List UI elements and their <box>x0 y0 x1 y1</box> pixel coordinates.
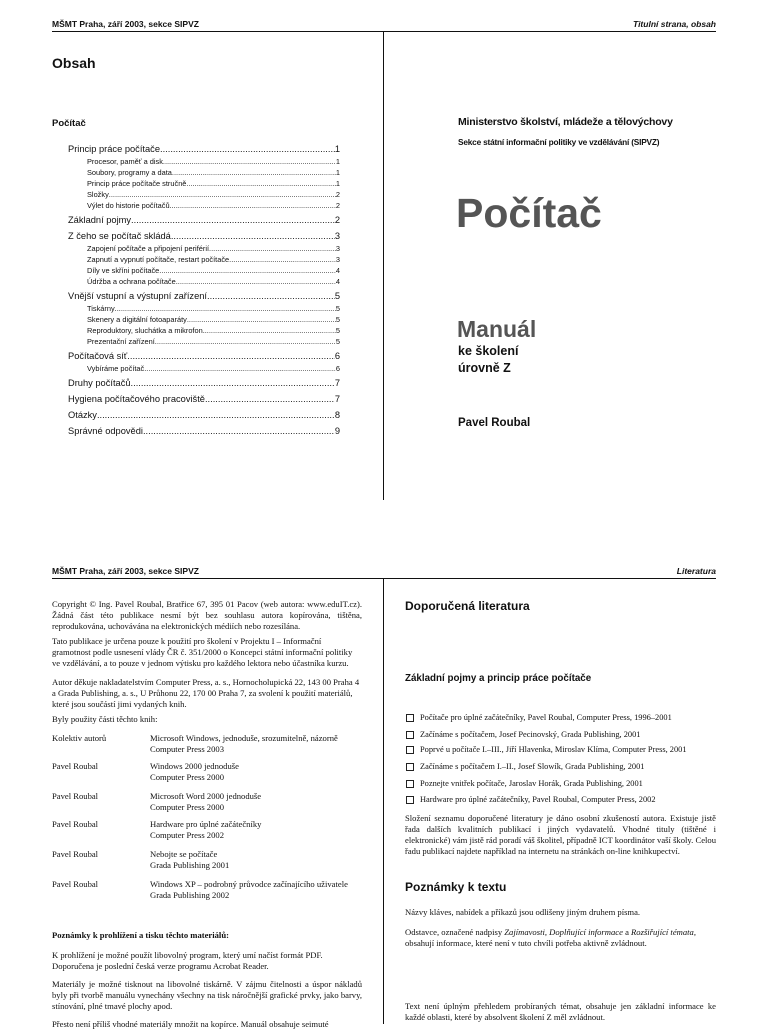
toc-title: Složky <box>87 190 109 199</box>
toc-subentry <box>68 337 340 348</box>
toc-page-number: 5 <box>334 291 340 301</box>
toc-title: Výlet do historie počítačů <box>87 201 170 210</box>
book-author: Pavel Roubal <box>52 761 99 771</box>
literature-note: Složení seznamu doporučené literatury je dáno osobní zkušeností autora. Existuje jistě řada dalších kvalitních publikací i jiných vydavatelů. Vhodné tituly (tištěné i elektronické) vám jistě rád poradí váš školitel, případně ICT koordinátor vaší školy. Celou řadu publikací najdete například na internetu na stránkách on-line knihkupectví. <box>405 813 716 856</box>
notes-paragraph-2: Materiály je možné tisknout na libovolné tiskárně. V zájmu čitelnosti a úspor nákladů byly při tvorbě manuálu vynechány všechny na tisk náročnější grafické prvky, jako barvy, stínování, plné tmavé plochy apod. <box>52 979 362 1011</box>
literature-item <box>406 745 687 754</box>
toc-leader <box>115 304 336 313</box>
toc-subentry <box>68 277 340 288</box>
toc-title: Z čeho se počítač skládá <box>68 231 171 241</box>
big-title: Počítač <box>456 190 602 236</box>
toc-leader <box>203 326 336 335</box>
section-label: Počítač <box>52 118 86 129</box>
toc-page-number: 1 <box>334 144 340 154</box>
toc-page-number: 4 <box>335 266 340 275</box>
literature-item <box>406 762 644 771</box>
literature-item-text: Začínáme s počítačem I.–II., Josef Slowík, Grada Publishing, 2001 <box>420 762 645 771</box>
book-publisher: Grada Publishing 2002 <box>150 890 230 900</box>
toc-title: Soubory, programy a data <box>87 168 172 177</box>
book-publisher: Grada Publishing 2001 <box>150 860 230 870</box>
toc-leader <box>176 277 336 286</box>
ministry-section: Sekce státní informační politiky ve vzdělávání (SIPVZ) <box>458 137 660 147</box>
toc-subentry <box>68 201 340 212</box>
book-title: Microsoft Windows, jednoduše, srozumitelně, názorně <box>150 733 338 743</box>
page1-header-left: MŠMT Praha, září 2003, sekce SIPVZ <box>52 19 199 29</box>
toc-page-number: 5 <box>335 304 340 313</box>
book-author: Pavel Roubal <box>52 879 99 889</box>
toc-title: Vybíráme počítač <box>87 364 145 373</box>
toc-leader <box>229 255 336 264</box>
toc-title: Princip práce počítače stručně <box>87 179 187 188</box>
subtitle-line-1: ke školení <box>458 344 519 358</box>
checkbox-icon <box>406 746 414 754</box>
toc-leader <box>205 394 335 404</box>
toc-leader <box>109 190 336 199</box>
toc-entry <box>68 215 340 228</box>
checkbox-icon <box>406 780 414 788</box>
literature-item <box>406 713 672 722</box>
author-name: Pavel Roubal <box>458 417 531 429</box>
toc-page-number: 3 <box>335 244 340 253</box>
toc-subentry <box>68 315 340 326</box>
toc-page-number: 3 <box>335 255 340 264</box>
toc-title: Díly ve skříni počítače <box>87 266 160 275</box>
page2-header-rule <box>52 578 716 579</box>
toc-subentry <box>68 168 340 179</box>
toc-subentry <box>68 179 340 190</box>
toc-title: Správné odpovědi <box>68 426 143 436</box>
literature-item-text: Poprvé u počítače I.–III., Jiří Hlavenka, Miroslav Klíma, Computer Press, 2001 <box>420 745 687 754</box>
literature-heading: Doporučená literatura <box>405 599 530 613</box>
toc-page-number: 2 <box>335 190 340 199</box>
toc-leader <box>143 426 335 436</box>
toc-page-number: 6 <box>335 364 340 373</box>
toc-entry <box>68 144 340 157</box>
notes-heading: Poznámky k prohlížení a tisku těchto materiálů: <box>52 930 229 940</box>
toc-entry <box>68 231 340 244</box>
book-author: Kolektiv autorů <box>52 733 107 743</box>
book-title: Microsoft Word 2000 jednoduše <box>150 791 262 801</box>
notes-paragraph-3: Přesto není příliš vhodné materiály množit na kopírce. Manuál obsahuje seimuté <box>52 1019 329 1029</box>
page1-header-right: Titulní strana, obsah <box>633 19 716 29</box>
toc-title: Vnější vstupní a výstupní zařízení <box>68 291 208 301</box>
toc-title: Základní pojmy <box>68 215 132 225</box>
toc-title: Zapnutí a vypnutí počítače, restart počítače <box>87 255 230 264</box>
text-notes-paragraph-2: Odstavce, označené nadpisy Zajímavosti, Doplňující informace a Rozšiřující témata, obsahují informace, které není v tuto chvíli potřeba aktivně zvládnout. <box>405 927 696 948</box>
toc-title: Hygiena počítačového pracoviště <box>68 394 205 404</box>
toc-entry <box>68 410 340 423</box>
ministry-name: Ministerstvo školství, mládeže a tělovýchovy <box>458 116 673 128</box>
checkbox-icon <box>406 714 414 722</box>
toc-page-number: 2 <box>335 201 340 210</box>
toc-leader <box>144 364 336 373</box>
contents-heading: Obsah <box>52 55 96 71</box>
toc-subentry <box>68 255 340 266</box>
toc-page-number: 2 <box>334 215 340 225</box>
manual-title: Manuál <box>457 316 537 342</box>
toc-leader <box>170 201 336 210</box>
toc-leader <box>207 291 335 301</box>
toc-page-number: 7 <box>334 378 340 388</box>
page2-header-right: Literatura <box>676 566 716 576</box>
toc-page-number: 3 <box>334 231 340 241</box>
page2-header-left: MŠMT Praha, září 2003, sekce SIPVZ <box>52 566 199 576</box>
toc-title: Zapojení počítače a připojení periférií <box>87 244 210 253</box>
toc-page-number: 7 <box>334 394 340 404</box>
toc-subentry <box>68 190 340 201</box>
usage-text: Tato publikace je určena pouze k použití pro školení v Projektu I – Informační gramotnost podle usnesení vlády ČR č. 351/2000 o Koncepci státní informační politiky ve vzdělávání, a to pouze v jednom výtisku pro každého lektora nebo účastníka kurzu. <box>52 636 353 668</box>
toc-page-number: 4 <box>335 277 340 286</box>
toc-title: Údržba a ochrana počítače <box>87 277 176 286</box>
literature-item-text: Počítače pro úplné začátečníky, Pavel Roubal, Computer Press, 1996–2001 <box>420 713 672 722</box>
toc-page-number: 5 <box>335 315 340 324</box>
book-title: Hardware pro úplné začátečníky <box>150 819 262 829</box>
toc-leader <box>131 378 335 388</box>
book-publisher: Computer Press 2000 <box>150 772 224 782</box>
book-title: Nebojte se počítače <box>150 849 218 859</box>
toc-title: Reproduktory, sluchátka a mikrofon <box>87 326 203 335</box>
toc-leader <box>131 215 335 225</box>
text-notes-paragraph-3: Text není úplným přehledem probíraných témat, obsahuje jen základní informace ke každé oblasti, které by absolvent školení Z měl zvládnout. <box>405 1001 716 1022</box>
toc-entry <box>68 378 340 391</box>
text-notes-heading: Poznámky k textu <box>405 880 507 894</box>
toc-leader <box>171 231 335 241</box>
toc-subentry <box>68 326 340 337</box>
toc-leader <box>127 351 335 361</box>
book-author: Pavel Roubal <box>52 819 99 829</box>
page1-column-divider <box>383 32 384 500</box>
checkbox-icon <box>406 763 414 771</box>
toc-subentry <box>68 157 340 168</box>
toc-leader <box>160 144 335 154</box>
literature-item-text: Poznejte vnitřek počítače, Jaroslav Horák, Grada Publishing, 2001 <box>420 779 643 788</box>
toc-leader <box>209 244 336 253</box>
literature-item <box>406 730 641 739</box>
toc-subentry <box>68 244 340 255</box>
checkbox-icon <box>406 796 414 804</box>
toc-page-number: 5 <box>335 337 340 346</box>
checkbox-icon <box>406 731 414 739</box>
toc-title: Druhy počítačů <box>68 378 131 388</box>
book-publisher: Computer Press 2003 <box>150 744 224 754</box>
book-title: Windows 2000 jednoduše <box>150 761 239 771</box>
toc-page-number: 5 <box>335 326 340 335</box>
toc-page-number: 8 <box>334 410 340 420</box>
toc-subentry <box>68 266 340 277</box>
thanks-text: Autor děkuje nakladatelstvím Computer Press, a. s., Hornocholupická 22, 143 00 Praha 4 a Grada Publishing, a. s., U Průhonu 22, 170 00 Praha 7, za svolení k použití materiálů, které jsou součástí jimi vydaných knih. <box>52 677 360 709</box>
toc-title: Procesor, paměť a disk <box>87 157 163 166</box>
toc-title: Tiskárny <box>87 304 115 313</box>
toc-page-number: 6 <box>334 351 340 361</box>
toc-entry <box>68 291 340 304</box>
toc-leader <box>97 410 335 420</box>
toc-leader <box>159 266 336 275</box>
book-publisher: Computer Press 2000 <box>150 802 224 812</box>
toc-leader <box>186 179 335 188</box>
toc-entry <box>68 351 340 364</box>
used-parts-label: Byly použity části těchto knih: <box>52 714 158 724</box>
literature-item <box>406 795 656 804</box>
toc-leader <box>172 168 336 177</box>
notes-paragraph-1: K prohlížení je možné použít libovolný program, který umí načíst formát PDF. Doporučena je poslední česká verze programu Acrobat Reader. <box>52 950 323 971</box>
toc-leader <box>187 315 336 324</box>
book-author: Pavel Roubal <box>52 849 99 859</box>
toc-page-number: 9 <box>334 426 340 436</box>
toc-leader <box>163 157 336 166</box>
toc-subentry <box>68 304 340 315</box>
toc-title: Prezentační zařízení <box>87 337 155 346</box>
toc-title: Princip práce počítače <box>68 144 160 154</box>
literature-item-text: Hardware pro úplné začátečníky, Pavel Roubal, Computer Press, 2002 <box>420 795 656 804</box>
toc-title: Skenery a digitální fotoaparáty <box>87 315 187 324</box>
page1-header-rule <box>52 31 716 32</box>
toc-page-number: 1 <box>335 168 340 177</box>
toc-page-number: 1 <box>335 157 340 166</box>
toc-title: Počítačová síť <box>68 351 128 361</box>
table-of-contents <box>68 144 340 439</box>
book-publisher: Computer Press 2002 <box>150 830 224 840</box>
copyright-text: Copyright © Ing. Pavel Roubal, Bratřice 67, 395 01 Pacov (web autora: www.eduIT.cz). Žádná část této publikace nesmí být bez souhlasu autora kopírována, tištěna, reprodukována, uchovávána na elektronických médiích nebo rozesílána. <box>52 599 362 631</box>
literature-subheading: Základní pojmy a princip práce počítače <box>405 673 592 684</box>
literature-item-text: Začínáme s počítačem, Josef Pecinovský, Grada Publishing, 2001 <box>420 730 641 739</box>
subtitle-line-2: úrovně Z <box>458 361 511 375</box>
toc-subentry <box>68 364 340 375</box>
book-author: Pavel Roubal <box>52 791 99 801</box>
toc-entry <box>68 394 340 407</box>
toc-title: Otázky <box>68 410 97 420</box>
toc-page-number: 1 <box>335 179 340 188</box>
page2-column-divider <box>383 579 384 1024</box>
book-title: Windows XP – podrobný průvodce začínajícího uživatele <box>150 879 348 889</box>
toc-leader <box>155 337 336 346</box>
literature-item <box>406 779 643 788</box>
text-notes-paragraph-1: Názvy kláves, nabídek a příkazů jsou odlišeny jiným druhem písma. <box>405 907 641 917</box>
toc-entry <box>68 426 340 439</box>
